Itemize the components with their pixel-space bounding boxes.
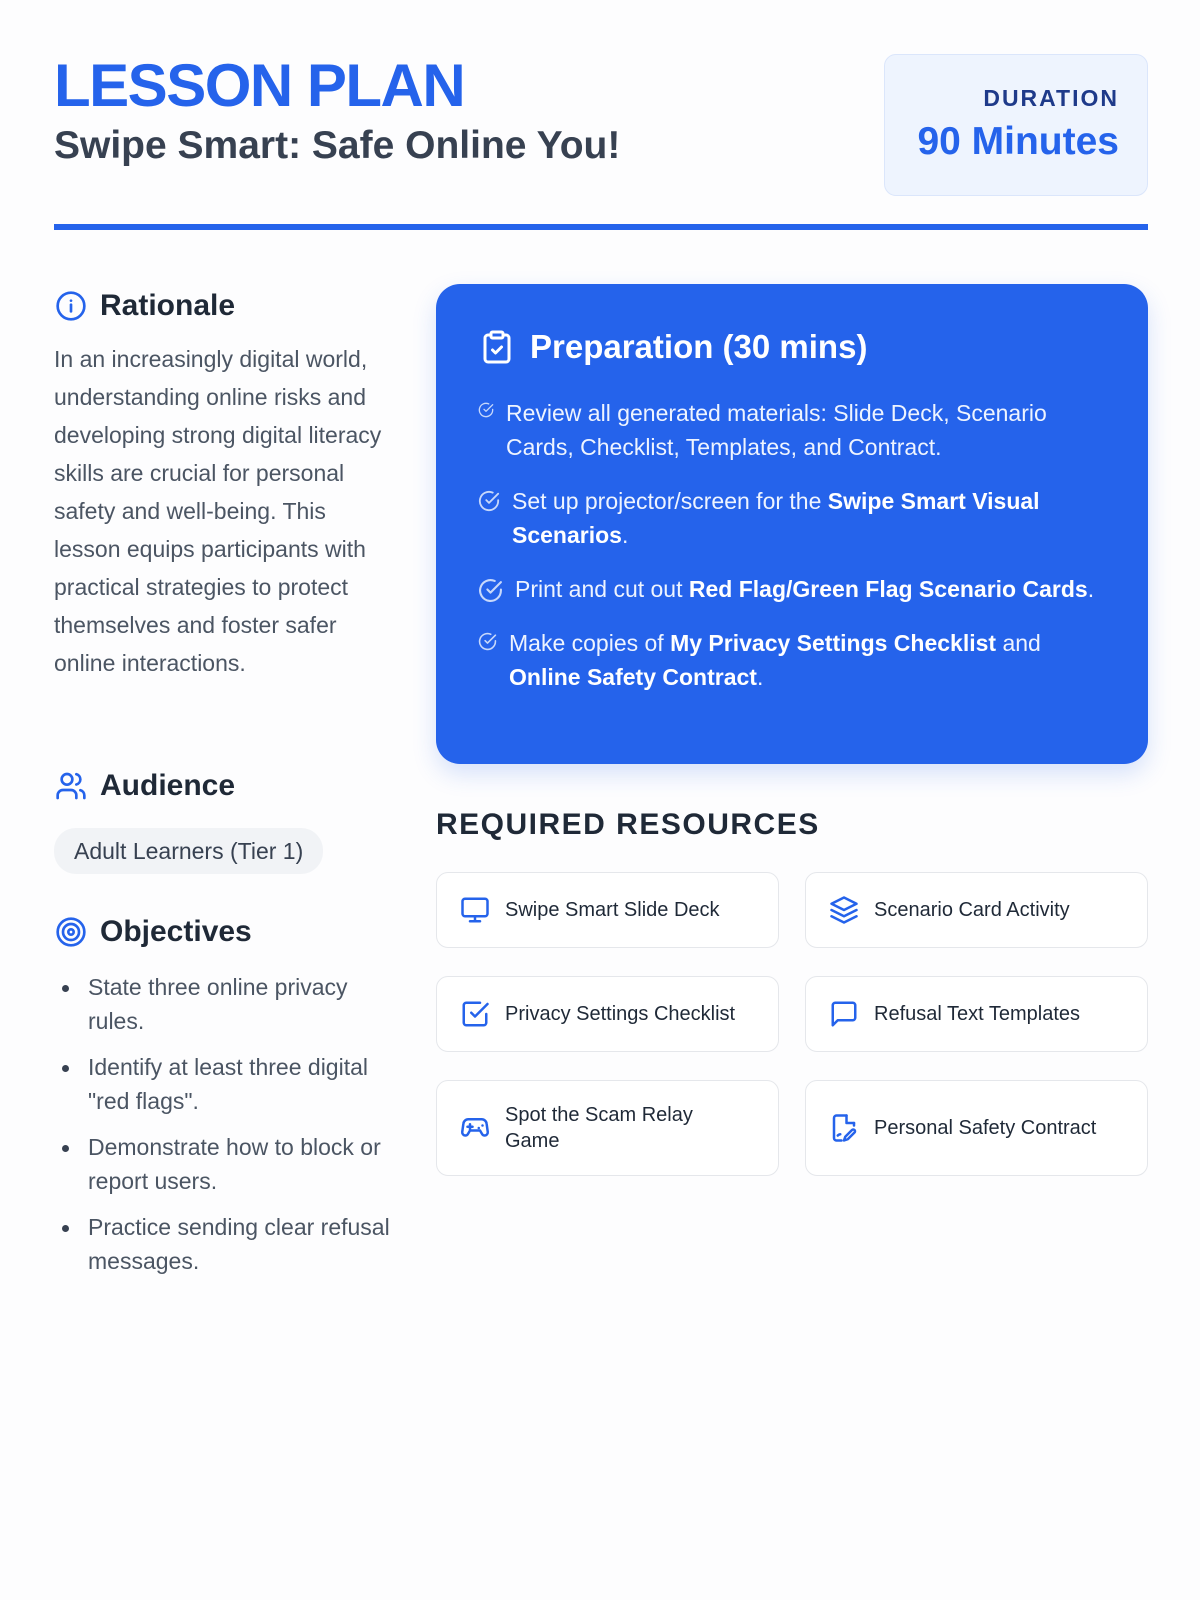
duration-box [884, 54, 1148, 196]
preparation-heading-row [478, 324, 1104, 370]
objective-item: Demonstrate how to block or report users. [54, 1130, 394, 1198]
check-circle-icon [478, 632, 497, 651]
gamepad-icon [459, 1112, 491, 1144]
audience-badge: Adult Learners (Tier 1) [54, 828, 323, 874]
target-icon [54, 915, 88, 949]
rationale-heading: Rationale [100, 289, 236, 322]
resource-card-scam-relay[interactable] [436, 1080, 779, 1176]
file-signature-icon [828, 1112, 860, 1144]
objectives-section [54, 910, 394, 1290]
check-circle-icon [478, 402, 494, 418]
rationale-section [54, 284, 394, 682]
preparation-card [436, 284, 1148, 764]
preparation-list [478, 396, 1104, 694]
layers-icon [828, 894, 860, 926]
preparation-item-text: Print and cut out Red Flag/Green Flag Scenario Cards. [515, 576, 1095, 602]
users-icon [54, 769, 88, 803]
resource-label: Scenario Card Activity [874, 899, 1070, 921]
duration-value: 90 Minutes [917, 120, 1119, 163]
preparation-item-text: Review all generated materials: Slide Deck, Scenario Cards, Checklist, Templates, and Contract. [506, 400, 1047, 460]
resource-label: Personal Safety Contract [874, 1117, 1097, 1139]
resource-card-slide-deck[interactable] [436, 872, 779, 948]
resource-label: Spot the Scam Relay Game [505, 1104, 693, 1152]
preparation-item [478, 626, 1104, 694]
objectives-list [54, 970, 394, 1278]
checkbox-icon [459, 998, 491, 1030]
objectives-heading-row [54, 910, 394, 954]
resource-label: Privacy Settings Checklist [505, 1003, 736, 1025]
objective-item: State three online privacy rules. [54, 970, 394, 1038]
page-title: LESSON PLAN [54, 52, 465, 119]
audience-heading: Audience [100, 769, 236, 802]
resource-label: Refusal Text Templates [874, 1003, 1081, 1025]
header [54, 54, 1148, 224]
preparation-item [478, 396, 1104, 464]
resource-card-safety-contract[interactable] [805, 1080, 1148, 1176]
monitor-icon [459, 894, 491, 926]
preparation-item [478, 484, 1104, 552]
check-circle-icon [478, 490, 500, 512]
preparation-item [478, 572, 1104, 606]
preparation-item-text: Set up projector/screen for the Swipe Smart Visual Scenarios. [512, 488, 1040, 548]
lesson-plan-page [54, 0, 1148, 1600]
resource-label: Swipe Smart Slide Deck [505, 899, 720, 921]
header-divider [54, 224, 1148, 230]
rationale-text: In an increasingly digital world, understanding online risks and developing strong digital literacy skills are crucial for personal safety and well-being. This lesson equips participants with practical strategies to protect themselves and foster safer online interactions. [54, 346, 382, 676]
preparation-heading: Preparation (30 mins) [530, 328, 868, 365]
rationale-heading-row [54, 284, 394, 328]
clipboard-check-icon [478, 328, 516, 366]
objective-item: Practice sending clear refusal messages. [54, 1210, 394, 1278]
info-icon [54, 289, 88, 323]
check-circle-icon [478, 578, 503, 603]
page-subtitle: Swipe Smart: Safe Online You! [54, 124, 621, 167]
left-column [54, 284, 394, 1274]
audience-heading-row [54, 764, 323, 808]
objective-item: Identify at least three digital "red flags". [54, 1050, 394, 1118]
duration-label: DURATION [983, 85, 1119, 111]
message-square-icon [828, 998, 860, 1030]
audience-section [54, 764, 323, 874]
resources-heading: REQUIRED RESOURCES [436, 808, 820, 841]
preparation-item-text: Make copies of My Privacy Settings Checklist and Online Safety Contract. [509, 630, 1041, 690]
resource-card-refusal-templates[interactable] [805, 976, 1148, 1052]
objectives-heading: Objectives [100, 915, 252, 948]
resource-card-privacy-checklist[interactable] [436, 976, 779, 1052]
resource-card-scenario-cards[interactable] [805, 872, 1148, 948]
